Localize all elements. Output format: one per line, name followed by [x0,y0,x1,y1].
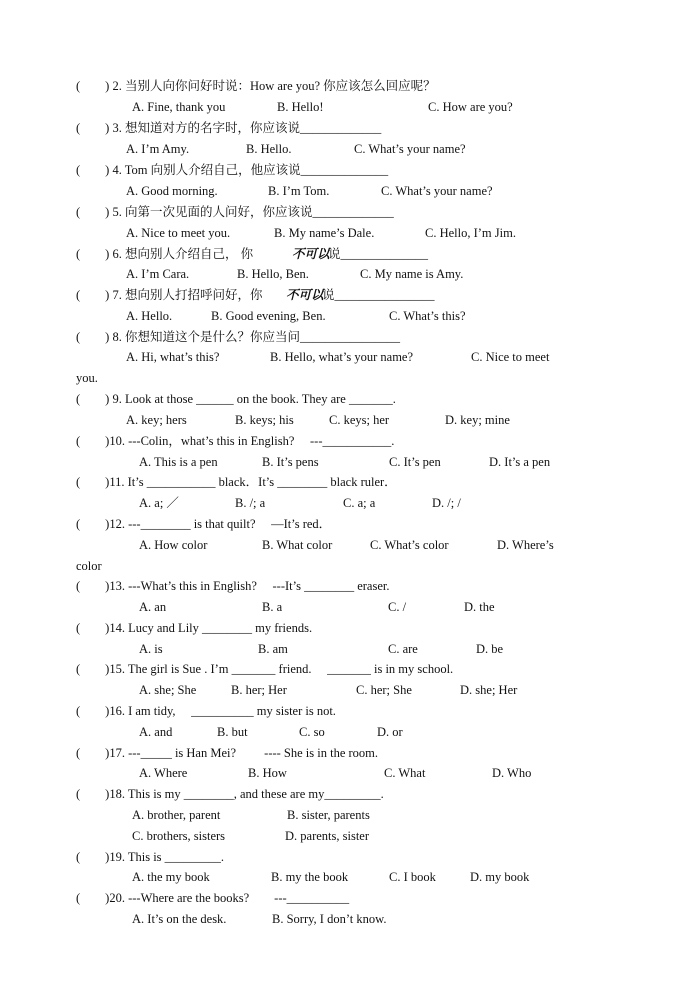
text-line: D. my book [470,870,530,884]
text-line: ( ) 5. 向第一次见面的人问好，你应该说_____________ [76,205,394,219]
text-line: C. What [384,766,426,780]
text-line: D. /; / [432,496,461,510]
text-line: C. My name is Amy. [360,267,464,281]
text-line: B. /; a [235,496,266,510]
text-line: D. or [377,725,403,739]
text-line: D. be [476,642,504,656]
text-line: ( ) 3. 想知道对方的名字时，你应该说_____________ [76,121,382,135]
text-line: A. It’s on the desk. [132,912,227,926]
text-line: B. My name’s Dale. [274,226,375,240]
text-line: you. [76,371,98,385]
text-line: 不可以 [286,288,324,302]
text-line: C. so [299,725,325,739]
text-line: A. is [139,642,163,656]
text-line: ( ) 2. 当别人向你问好时说：How are you? 你应该怎么回应呢？ [76,79,436,93]
text-line: 不可以 [292,247,330,261]
text-line: B. her; Her [231,683,287,697]
text-line: B. keys; his [235,413,294,427]
text-line: B. Sorry, I don’t know. [272,912,387,926]
text-line: B. am [258,642,288,656]
text-line: ( )12. ---________ is that quilt? —It’s red． [76,517,332,531]
text-line: A. This is a pen [139,455,218,469]
text-line: C. What’s color [370,538,449,552]
text-line: B. Hello, what’s your name? [270,350,414,364]
text-line: B. I’m Tom. [268,184,330,198]
text-line: A. an [139,600,167,614]
text-line: ( ) 8. 你想知道这个是什么？你应当问________________ [76,330,400,344]
text-line: C. brothers, sisters [132,829,226,843]
text-line: C. a; a [343,496,376,510]
text-line: ( )15. The girl is Sue . I’m _______ friend. _______ is in my school. [76,662,454,676]
text-line: ( ) 7. 想向别人打招呼问好，你 [76,288,263,302]
text-line: 说______________ [328,247,429,261]
text-line: A. a; ／ [139,496,179,510]
text-line: ( )16. I am tidy, __________ my sister is not. [76,704,336,718]
text-line: ( )10. ---Colin，what’s this in English? ---___________. [76,434,395,448]
text-line: ( )13. ---What’s this in English? ---It’s ________ eraser. [76,579,390,593]
text-line: C. are [388,642,418,656]
text-line: A. Fine, thank you [132,100,226,114]
text-line: A. and [139,725,173,739]
text-line: C. What’s your name? [381,184,493,198]
text-line: B. Good evening, Ben. [211,309,326,323]
text-line: C. It’s pen [389,455,441,469]
text-line: ( )18. This is my ________, and these are my_________. [76,787,384,801]
text-line: A. Where [139,766,188,780]
text-line: C. Nice to meet [471,350,550,364]
text-line: B. Hello, Ben. [237,267,309,281]
text-line: A. Hi, what’s this? [126,350,220,364]
text-line: A. the my book [132,870,210,884]
text-line: C. keys; her [329,413,390,427]
text-line: ( ) 4. Tom 向别人介绍自己，他应该说______________ [76,163,389,177]
text-line: A. Nice to meet you. [126,226,231,240]
text-line: D. key; mine [445,413,510,427]
text-line: D. she; Her [460,683,518,697]
text-line: D. the [464,600,495,614]
text-line: C. What’s your name? [354,142,466,156]
text-line: ( )17. ---_____ is Han Mei? ---- She is in the room. [76,746,379,760]
text-line: ( )11. It’s ___________ black．It’s ________ black ruler． [76,475,397,489]
text-line: B. Hello! [277,100,324,114]
text-line: C. How are you? [428,100,513,114]
text-line: C. I book [389,870,436,884]
text-line: A. Good morning. [126,184,218,198]
text-line: ( )19. This is _________. [76,850,225,864]
text-line: A. she; She [139,683,197,697]
text-line: C. Hello, I’m Jim. [425,226,516,240]
text-line: D. Where’s [497,538,554,552]
text-line: B. Hello. [246,142,292,156]
text-line: A. brother, parent [132,808,221,822]
text-line: ( )20. ---Where are the books? ---__________ [76,891,350,905]
text-line: color [76,559,102,573]
text-line: A. How color [139,538,208,552]
text-line: B. but [217,725,248,739]
text-line: ( )14. Lucy and Lily ________ my friends. [76,621,313,635]
text-line: A. key; hers [126,413,187,427]
text-line: C. her; She [356,683,412,697]
text-line: B. sister, parents [287,808,370,822]
text-line: B. It’s pens [262,455,319,469]
text-line: A. I’m Amy. [126,142,190,156]
text-line: C. / [388,600,407,614]
text-line: ( ) 6. 想向别人介绍自己， 你 [76,247,254,261]
text-line: A. I’m Cara. [126,267,190,281]
text-line: D. Who [492,766,532,780]
text-line: B. my the book [271,870,349,884]
text-line: 说________________ [322,288,435,302]
text-line: C. What’s this? [389,309,466,323]
text-line: B. How [248,766,287,780]
text-line: B. What color [262,538,333,552]
text-line: ( ) 9. Look at those ______ on the book. They are _______. [76,392,396,406]
text-line: A. Hello. [126,309,173,323]
text-line: D. It’s a pen [489,455,551,469]
text-line: D. parents, sister [285,829,370,843]
text-line: B. a [262,600,283,614]
